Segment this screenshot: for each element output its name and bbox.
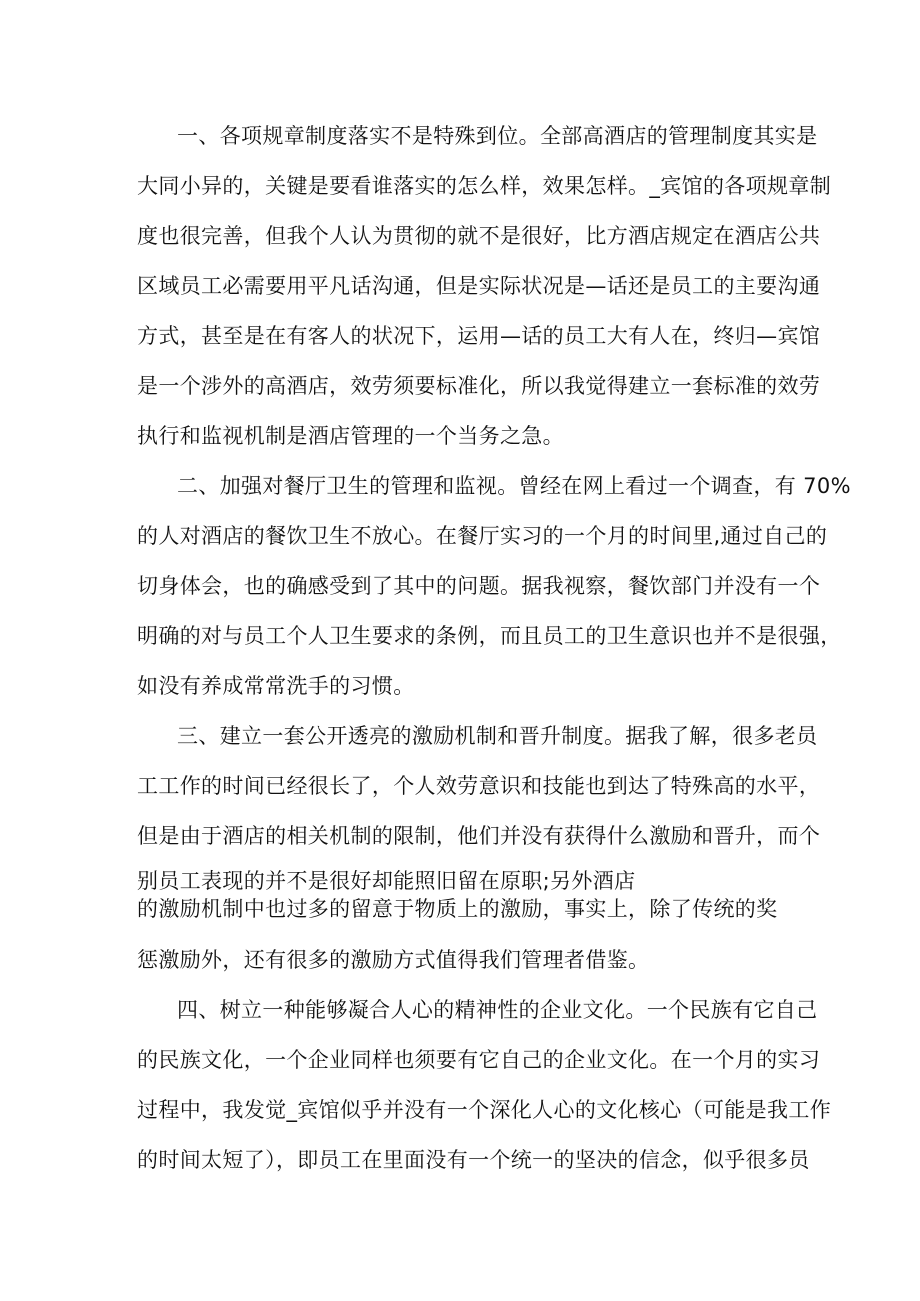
paragraph-4-line-1: 四、树立一种能够凝合人心的精神性的企业文化。一个民族有它自己	[177, 998, 818, 1022]
paragraph-1-line-6: 是一个涉外的高酒店，效劳须要标准化，所以我觉得建立一套标准的效劳	[137, 374, 821, 398]
paragraph-3-line-2: 工工作的时间已经很长了，个人效劳意识和技能也到达了特殊高的水平，	[137, 774, 821, 798]
paragraph-4-line-4: 的时间太短了），即员工在里面没有一个统一的坚决的信念，似乎很多员	[137, 1148, 810, 1172]
paragraph-1-line-2: 大同小异的，关键是要看谁落实的怎么样，效果怎样。_宾馆的各项规章制	[137, 174, 832, 198]
paragraph-3-line-1: 三、建立一套公开透亮的激励机制和晋升制度。据我了解，很多老员	[177, 724, 818, 748]
paragraph-1-line-3: 度也很完善，但我个人认为贯彻的就不是很好，比方酒店规定在酒店公共	[137, 224, 821, 248]
paragraph-3-line-6: 惩激励外，还有很多的激励方式值得我们管理者借鉴。	[137, 948, 650, 972]
paragraph-4-line-3: 过程中，我发觉_宾馆似乎并没有一个深化人心的文化核心（可能是我工作	[137, 1098, 832, 1122]
paragraph-2-line-4: 明确的对与员工个人卫生要求的条例，而且员工的卫生意识也并不是很强，	[137, 624, 842, 648]
paragraph-2-line-1: 二、加强对餐厅卫生的管理和监视。曾经在网上看过一个调查，有 70%	[177, 474, 851, 498]
paragraph-4-line-2: 的民族文化，一个企业同样也须要有它自己的企业文化。在一个月的实习	[137, 1048, 821, 1072]
paragraph-2-line-3: 切身体会，也的确感受到了其中的问题。据我视察，餐饮部门并没有一个	[137, 574, 821, 598]
paragraph-2-line-5: 如没有养成常常洗手的习惯。	[137, 674, 415, 698]
paragraph-1-line-1: 一、各项规章制度落实不是特殊到位。全部高酒店的管理制度其实是	[177, 124, 818, 148]
paragraph-3-line-5: 的激励机制中也过多的留意于物质上的激励，事实上，除了传统的奖	[137, 897, 778, 921]
paragraph-1-line-7: 执行和监视机制是酒店管理的一个当务之急。	[137, 424, 564, 448]
paragraph-1-line-5: 方式，甚至是在有客人的状况下，运用—话的员工大有人在，终归—宾馆	[137, 324, 821, 348]
paragraph-2-line-2: 的人对酒店的餐饮卫生不放心。在餐厅实习的一个月的时间里,通过自己的	[137, 524, 828, 548]
paragraph-1-line-4: 区域员工必需要用平凡话沟通，但是实际状况是—话还是员工的主要沟通	[137, 274, 821, 298]
paragraph-3-line-4: 别员工表现的并不是很好却能照旧留在原职;另外酒店	[137, 869, 636, 893]
paragraph-3-line-3: 但是由于酒店的相关机制的限制，他们并没有获得什么激励和晋升，而个	[137, 824, 821, 848]
